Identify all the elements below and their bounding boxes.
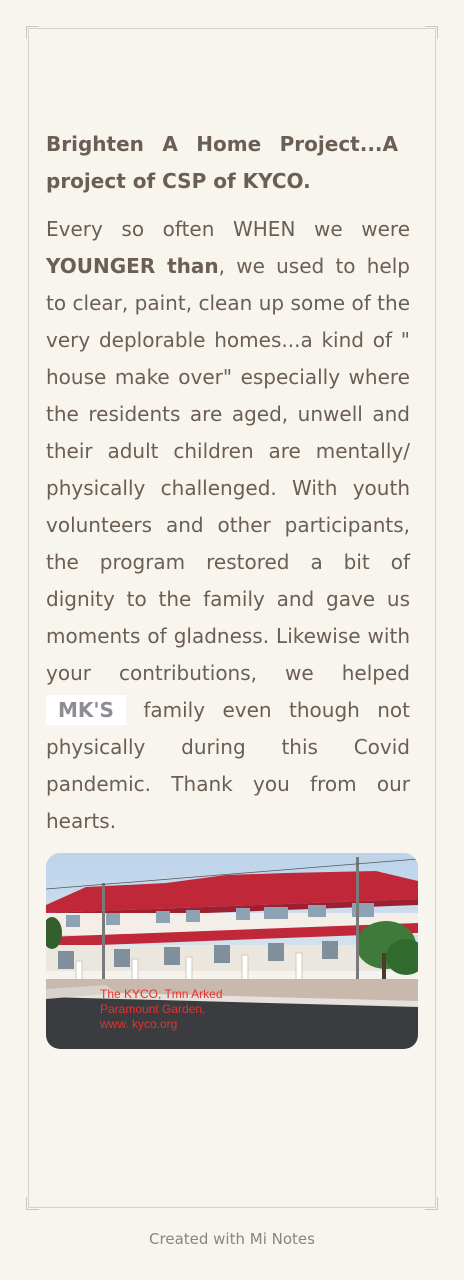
footer-credit: Created with Mi Notes <box>149 1230 315 1248</box>
note-body-ending: family even though not physically during this Covid pandemic. Thank you from our hearts. <box>46 698 410 833</box>
photo-caption <box>100 987 223 1032</box>
photo-caption-line: Paramount Garden, <box>100 1002 206 1016</box>
house-photo[interactable] <box>46 853 418 1049</box>
note-title: Brighten A Home Project...A project of CSP of KYCO. <box>46 132 398 193</box>
note-body <box>46 211 410 840</box>
frame-corner-ornament <box>26 26 39 39</box>
frame-corner-ornament <box>26 1197 39 1210</box>
note-body-emphasis: YOUNGER than <box>46 254 219 278</box>
note-body-continuation: , we used to help to clear, paint, clean up some of the very deplorable homes...a kind of " house make over" especially where the residents are aged, unwell and their adult children are mentally/ physically challenged. With youth volunteers and other participants, the program restored a bit of dignity to the family and gave us moments of gladness. Likewise with your contributions, we helped <box>46 254 410 685</box>
note-body-intro: Every so often WHEN we were <box>46 217 410 241</box>
frame-corner-ornament <box>425 26 438 39</box>
name-label: MK'S <box>46 695 126 725</box>
photo-caption-line: www. kyco.org <box>100 1017 178 1031</box>
photo-caption-line: The KYCO, Tmn Arked <box>100 987 223 1001</box>
frame-corner-ornament <box>425 1197 438 1210</box>
